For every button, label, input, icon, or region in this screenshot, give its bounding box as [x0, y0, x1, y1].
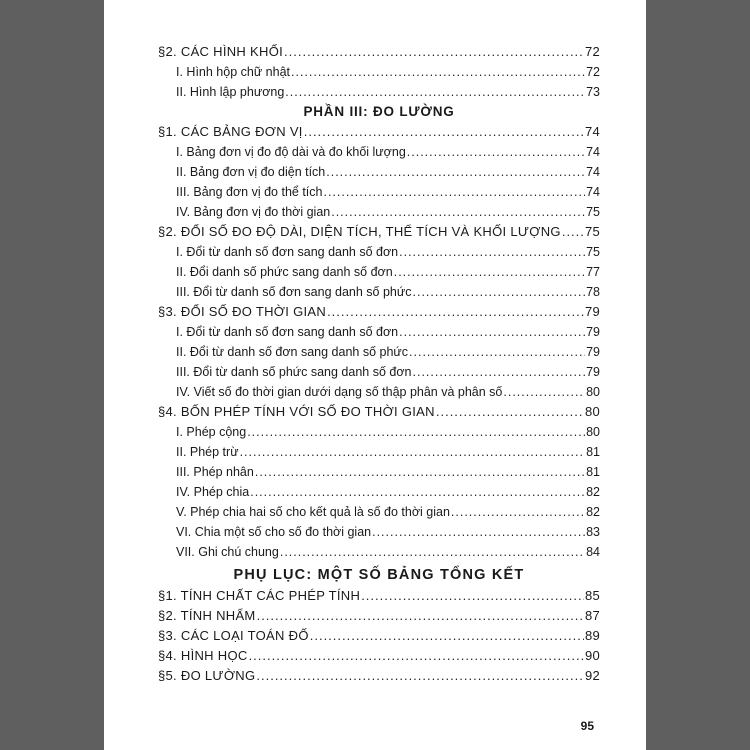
- toc-section-entry: [158, 626, 600, 646]
- dot-leader: [409, 342, 585, 362]
- toc-entry-page: 79: [584, 304, 600, 319]
- toc-entry-title: III. Đổi từ danh số phức sang danh số đơn: [176, 365, 412, 379]
- right-margin-bar: [646, 0, 750, 750]
- toc-entry-page: 79: [586, 345, 600, 359]
- dot-leader: [249, 646, 584, 666]
- toc-entry-title: §1. CÁC BẢNG ĐƠN VỊ: [158, 124, 303, 139]
- part-heading: PHẦN III: ĐO LƯỜNG: [303, 104, 455, 119]
- toc-entry-title: II. Phép trừ: [176, 445, 239, 459]
- dot-leader: [413, 282, 586, 302]
- toc-entry-title: III. Bảng đơn vị đo thể tích: [176, 185, 323, 199]
- toc-entry-page: 72: [584, 44, 600, 59]
- toc-entry-page: 80: [586, 425, 600, 439]
- toc-entry-page: 74: [586, 145, 600, 159]
- dot-leader: [256, 666, 584, 686]
- toc-subsection-entry: [158, 342, 600, 362]
- toc-entry-title: §2. TÍNH NHẨM: [158, 608, 256, 623]
- part-heading: PHỤ LỤC: MỘT SỐ BẢNG TỔNG KẾT: [233, 567, 525, 583]
- toc-entry-page: 74: [586, 165, 600, 179]
- toc-entry-title: I. Bảng đơn vị đo độ dài và đo khối lượng: [176, 145, 406, 159]
- toc-entry-page: 82: [586, 485, 600, 499]
- toc-subsection-entry: [158, 262, 600, 282]
- toc-entry-page: 89: [584, 628, 600, 643]
- toc-subsection-entry: [158, 282, 600, 302]
- toc-entry-title: I. Đổi từ danh số đơn sang danh số đơn: [176, 325, 399, 339]
- toc-entry-page: 75: [586, 245, 600, 259]
- toc-entry-page: 90: [584, 648, 600, 663]
- toc-entry-page: 79: [586, 325, 600, 339]
- toc-entry-page: 87: [584, 608, 600, 623]
- dot-leader: [451, 502, 585, 522]
- dot-leader: [503, 382, 585, 402]
- toc-subsection-entry: [158, 142, 600, 162]
- toc-entry-page: 80: [586, 385, 600, 399]
- toc-subsection-entry: [158, 202, 600, 222]
- dot-leader: [372, 522, 585, 542]
- toc-entry-title: I. Đổi từ danh số đơn sang danh số đơn: [176, 245, 399, 259]
- dot-leader: [331, 202, 585, 222]
- toc-entry-title: §1. TÍNH CHẤT CÁC PHÉP TÍNH: [158, 588, 361, 603]
- toc-entry-title: §2. ĐỔI SỐ ĐO ĐỘ DÀI, DIỆN TÍCH, THỂ TÍCH VÀ KHỐI LƯỢNG: [158, 224, 561, 239]
- toc-subsection-entry: [158, 362, 600, 382]
- toc-subsection-entry: [158, 442, 600, 462]
- dot-leader: [399, 242, 585, 262]
- dot-leader: [361, 586, 584, 606]
- toc-entry-page: 85: [584, 588, 600, 603]
- toc-entry-page: 72: [586, 65, 600, 79]
- toc-entry-page: 84: [586, 545, 600, 559]
- toc-entry-page: 74: [586, 185, 600, 199]
- dot-leader: [284, 42, 584, 62]
- toc-entry-title: §4. HÌNH HỌC: [158, 648, 248, 663]
- page-number: 95: [580, 719, 594, 733]
- table-of-contents: [158, 42, 600, 686]
- toc-entry-title: III. Đổi từ danh số đơn sang danh số phức: [176, 285, 412, 299]
- toc-subsection-entry: [158, 422, 600, 442]
- dot-leader: [323, 182, 585, 202]
- toc-subsection-entry: [158, 242, 600, 262]
- toc-entry-page: 75: [584, 224, 600, 239]
- toc-entry-page: 75: [586, 205, 600, 219]
- toc-entry-title: I. Hình hộp chữ nhật: [176, 65, 290, 79]
- toc-entry-page: 78: [586, 285, 600, 299]
- toc-subsection-entry: [158, 322, 600, 342]
- toc-subsection-entry: [158, 182, 600, 202]
- toc-entry-title: I. Phép cộng: [176, 425, 247, 439]
- toc-entry-title: V. Phép chia hai số cho kết quả là số đo thời gian: [176, 505, 450, 519]
- toc-entry-title: VII. Ghi chú chung: [176, 545, 279, 559]
- dot-leader: [240, 442, 585, 462]
- toc-section-entry: [158, 606, 600, 626]
- toc-section-entry: [158, 42, 600, 62]
- toc-entry-title: IV. Bảng đơn vị đo thời gian: [176, 205, 331, 219]
- dot-leader: [327, 302, 584, 322]
- dot-leader: [407, 142, 585, 162]
- toc-section-entry: [158, 666, 600, 686]
- toc-entry-page: 77: [586, 265, 600, 279]
- book-page: [104, 0, 646, 750]
- dot-leader: [291, 62, 585, 82]
- dot-leader: [304, 122, 584, 142]
- toc-entry-title: §3. ĐỔI SỐ ĐO THỜI GIAN: [158, 304, 327, 319]
- dot-leader: [285, 82, 585, 102]
- dot-leader: [280, 542, 585, 562]
- toc-subsection-entry: [158, 482, 600, 502]
- toc-entry-title: §4. BỐN PHÉP TÍNH VỚI SỐ ĐO THỜI GIAN: [158, 404, 435, 419]
- dot-leader: [399, 322, 585, 342]
- left-margin-bar: [0, 0, 104, 750]
- toc-section-entry: [158, 122, 600, 142]
- toc-entry-title: II. Đổi danh số phức sang danh số đơn: [176, 265, 393, 279]
- toc-subsection-entry: [158, 62, 600, 82]
- toc-section-entry: [158, 302, 600, 322]
- toc-entry-page: 74: [584, 124, 600, 139]
- toc-entry-title: §3. CÁC LOẠI TOÁN ĐỐ: [158, 628, 309, 643]
- dot-leader: [250, 482, 585, 502]
- toc-entry-title: III. Phép nhân: [176, 465, 254, 479]
- toc-entry-title: IV. Phép chia: [176, 485, 250, 499]
- toc-subsection-entry: [158, 162, 600, 182]
- dot-leader: [562, 222, 584, 242]
- dot-leader: [413, 362, 586, 382]
- toc-section-entry: [158, 646, 600, 666]
- toc-entry-page: 83: [586, 525, 600, 539]
- toc-entry-page: 81: [586, 445, 600, 459]
- toc-subsection-entry: [158, 382, 600, 402]
- dot-leader: [326, 162, 585, 182]
- toc-entry-page: 80: [584, 404, 600, 419]
- toc-entry-title: II. Đổi từ danh số đơn sang danh số phức: [176, 345, 409, 359]
- dot-leader: [255, 462, 585, 482]
- toc-subsection-entry: [158, 462, 600, 482]
- toc-subsection-entry: [158, 522, 600, 542]
- dot-leader: [257, 606, 584, 626]
- dot-leader: [436, 402, 584, 422]
- toc-entry-page: 82: [586, 505, 600, 519]
- toc-entry-title: §2. CÁC HÌNH KHỐI: [158, 44, 284, 59]
- toc-entry-title: II. Bảng đơn vị đo diện tích: [176, 165, 326, 179]
- toc-section-entry: [158, 586, 600, 606]
- toc-section-entry: [158, 402, 600, 422]
- dot-leader: [247, 422, 585, 442]
- toc-entry-title: §5. ĐO LƯỜNG: [158, 668, 256, 683]
- toc-subsection-entry: [158, 542, 600, 562]
- toc-entry-page: 73: [586, 85, 600, 99]
- dot-leader: [394, 262, 585, 282]
- toc-entry-page: 81: [586, 465, 600, 479]
- toc-subsection-entry: [158, 502, 600, 522]
- toc-section-entry: [158, 222, 600, 242]
- toc-entry-title: VI. Chia một số cho số đo thời gian: [176, 525, 372, 539]
- toc-entry-title: II. Hình lập phương: [176, 85, 285, 99]
- toc-entry-page: 79: [586, 365, 600, 379]
- toc-entry-page: 92: [584, 668, 600, 683]
- toc-entry-title: IV. Viết số đo thời gian dưới dạng số thập phân và phân số: [176, 385, 503, 399]
- toc-subsection-entry: [158, 82, 600, 102]
- dot-leader: [310, 626, 584, 646]
